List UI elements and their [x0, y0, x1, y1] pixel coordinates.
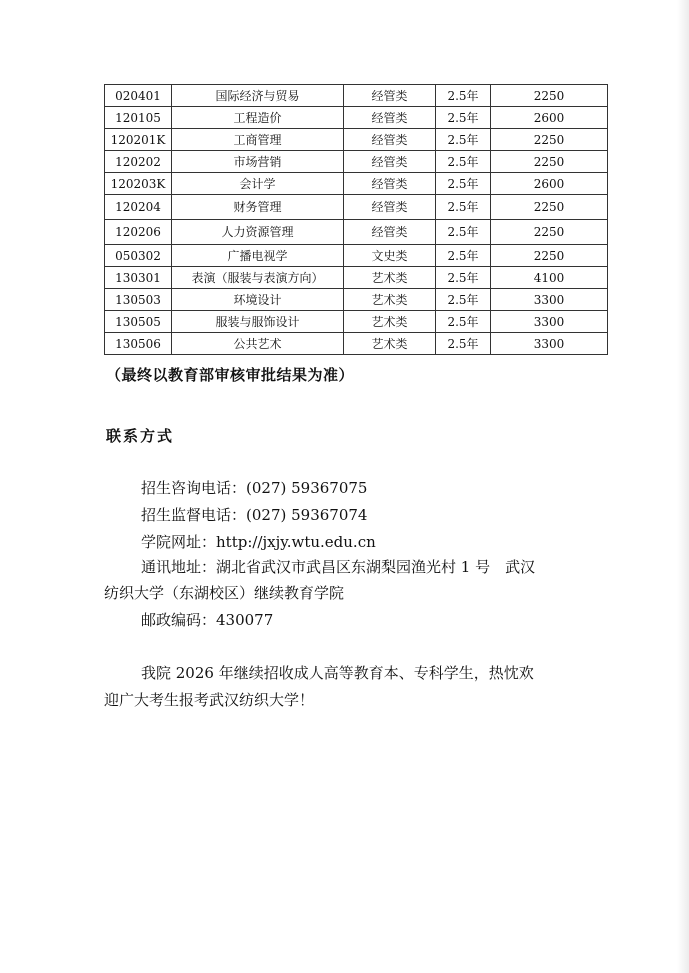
- major-name-cell: 广播电视学: [172, 245, 344, 267]
- majors-table-body: [105, 85, 608, 355]
- major-duration-cell: 2.5年: [436, 129, 491, 151]
- major-name-cell: 环境设计: [172, 289, 344, 311]
- table-row: [105, 289, 608, 311]
- major-code-cell: 130503: [105, 289, 172, 311]
- major-duration-cell: 2.5年: [436, 151, 491, 173]
- major-duration-cell: 2.5年: [436, 289, 491, 311]
- major-fee-cell: 2250: [491, 129, 608, 151]
- major-name-cell: 国际经济与贸易: [172, 85, 344, 107]
- supervise-phone: 招生监督电话：(027) 59367074: [141, 506, 368, 524]
- major-category-cell: 经管类: [344, 151, 436, 173]
- major-category-cell: 经管类: [344, 195, 436, 220]
- majors-table: [104, 84, 608, 355]
- major-code-cell: 130301: [105, 267, 172, 289]
- major-duration-cell: 2.5年: [436, 267, 491, 289]
- major-fee-cell: 4100: [491, 267, 608, 289]
- major-duration-cell: 2.5年: [436, 173, 491, 195]
- major-duration-cell: 2.5年: [436, 107, 491, 129]
- major-fee-cell: 2250: [491, 220, 608, 245]
- major-category-cell: 经管类: [344, 220, 436, 245]
- major-fee-cell: 2250: [491, 85, 608, 107]
- postcode-line: 邮政编码：430077: [141, 611, 274, 629]
- major-name-cell: 工程造价: [172, 107, 344, 129]
- table-row: [105, 311, 608, 333]
- table-row: [105, 267, 608, 289]
- major-duration-cell: 2.5年: [436, 311, 491, 333]
- major-name-cell: 表演（服装与表演方向）: [172, 267, 344, 289]
- major-code-cell: 120204: [105, 195, 172, 220]
- consult-phone: 招生咨询电话：(027) 59367075: [141, 479, 368, 497]
- major-name-cell: 会计学: [172, 173, 344, 195]
- major-code-cell: 020401: [105, 85, 172, 107]
- closing-line-1: 我院 2026 年继续招收成人高等教育本、专科学生，热忱欢: [141, 664, 534, 682]
- table-row: [105, 220, 608, 245]
- major-category-cell: 经管类: [344, 85, 436, 107]
- table-row: [105, 107, 608, 129]
- major-category-cell: 经管类: [344, 173, 436, 195]
- major-name-cell: 公共艺术: [172, 333, 344, 355]
- major-fee-cell: 2250: [491, 151, 608, 173]
- major-code-cell: 050302: [105, 245, 172, 267]
- major-category-cell: 艺术类: [344, 267, 436, 289]
- table-row: [105, 333, 608, 355]
- major-name-cell: 服装与服饰设计: [172, 311, 344, 333]
- major-code-cell: 120206: [105, 220, 172, 245]
- major-duration-cell: 2.5年: [436, 245, 491, 267]
- major-category-cell: 文史类: [344, 245, 436, 267]
- major-name-cell: 人力资源管理: [172, 220, 344, 245]
- website-line: 学院网址：http://jxjy.wtu.edu.cn: [141, 533, 376, 551]
- major-fee-cell: 2250: [491, 245, 608, 267]
- major-name-cell: 工商管理: [172, 129, 344, 151]
- major-category-cell: 经管类: [344, 107, 436, 129]
- major-duration-cell: 2.5年: [436, 333, 491, 355]
- major-fee-cell: 2600: [491, 107, 608, 129]
- address-line-1: 通讯地址：湖北省武汉市武昌区东湖梨园渔光村 1 号 武汉: [141, 558, 536, 576]
- major-code-cell: 120105: [105, 107, 172, 129]
- major-code-cell: 120201K: [105, 129, 172, 151]
- major-fee-cell: 3300: [491, 333, 608, 355]
- major-fee-cell: 3300: [491, 289, 608, 311]
- major-duration-cell: 2.5年: [436, 195, 491, 220]
- major-fee-cell: 2600: [491, 173, 608, 195]
- major-duration-cell: 2.5年: [436, 220, 491, 245]
- table-row: [105, 195, 608, 220]
- major-code-cell: 130506: [105, 333, 172, 355]
- major-code-cell: 130505: [105, 311, 172, 333]
- major-duration-cell: 2.5年: [436, 85, 491, 107]
- major-fee-cell: 3300: [491, 311, 608, 333]
- closing-line-2: 迎广大考生报考武汉纺织大学！: [104, 691, 315, 709]
- major-category-cell: 艺术类: [344, 311, 436, 333]
- major-category-cell: 艺术类: [344, 289, 436, 311]
- major-name-cell: 财务管理: [172, 195, 344, 220]
- table-row: [105, 129, 608, 151]
- major-category-cell: 艺术类: [344, 333, 436, 355]
- table-row: [105, 85, 608, 107]
- major-code-cell: 120203K: [105, 173, 172, 195]
- table-row: [105, 173, 608, 195]
- contact-heading: 联系方式: [106, 427, 175, 445]
- major-fee-cell: 2250: [491, 195, 608, 220]
- table-row: [105, 151, 608, 173]
- approval-note: （最终以教育部审核审批结果为准）: [106, 366, 355, 384]
- page-edge-shadow: [677, 0, 689, 973]
- major-category-cell: 经管类: [344, 129, 436, 151]
- table-row: [105, 245, 608, 267]
- major-name-cell: 市场营销: [172, 151, 344, 173]
- major-code-cell: 120202: [105, 151, 172, 173]
- address-line-2: 纺织大学（东湖校区）继续教育学院: [104, 584, 345, 602]
